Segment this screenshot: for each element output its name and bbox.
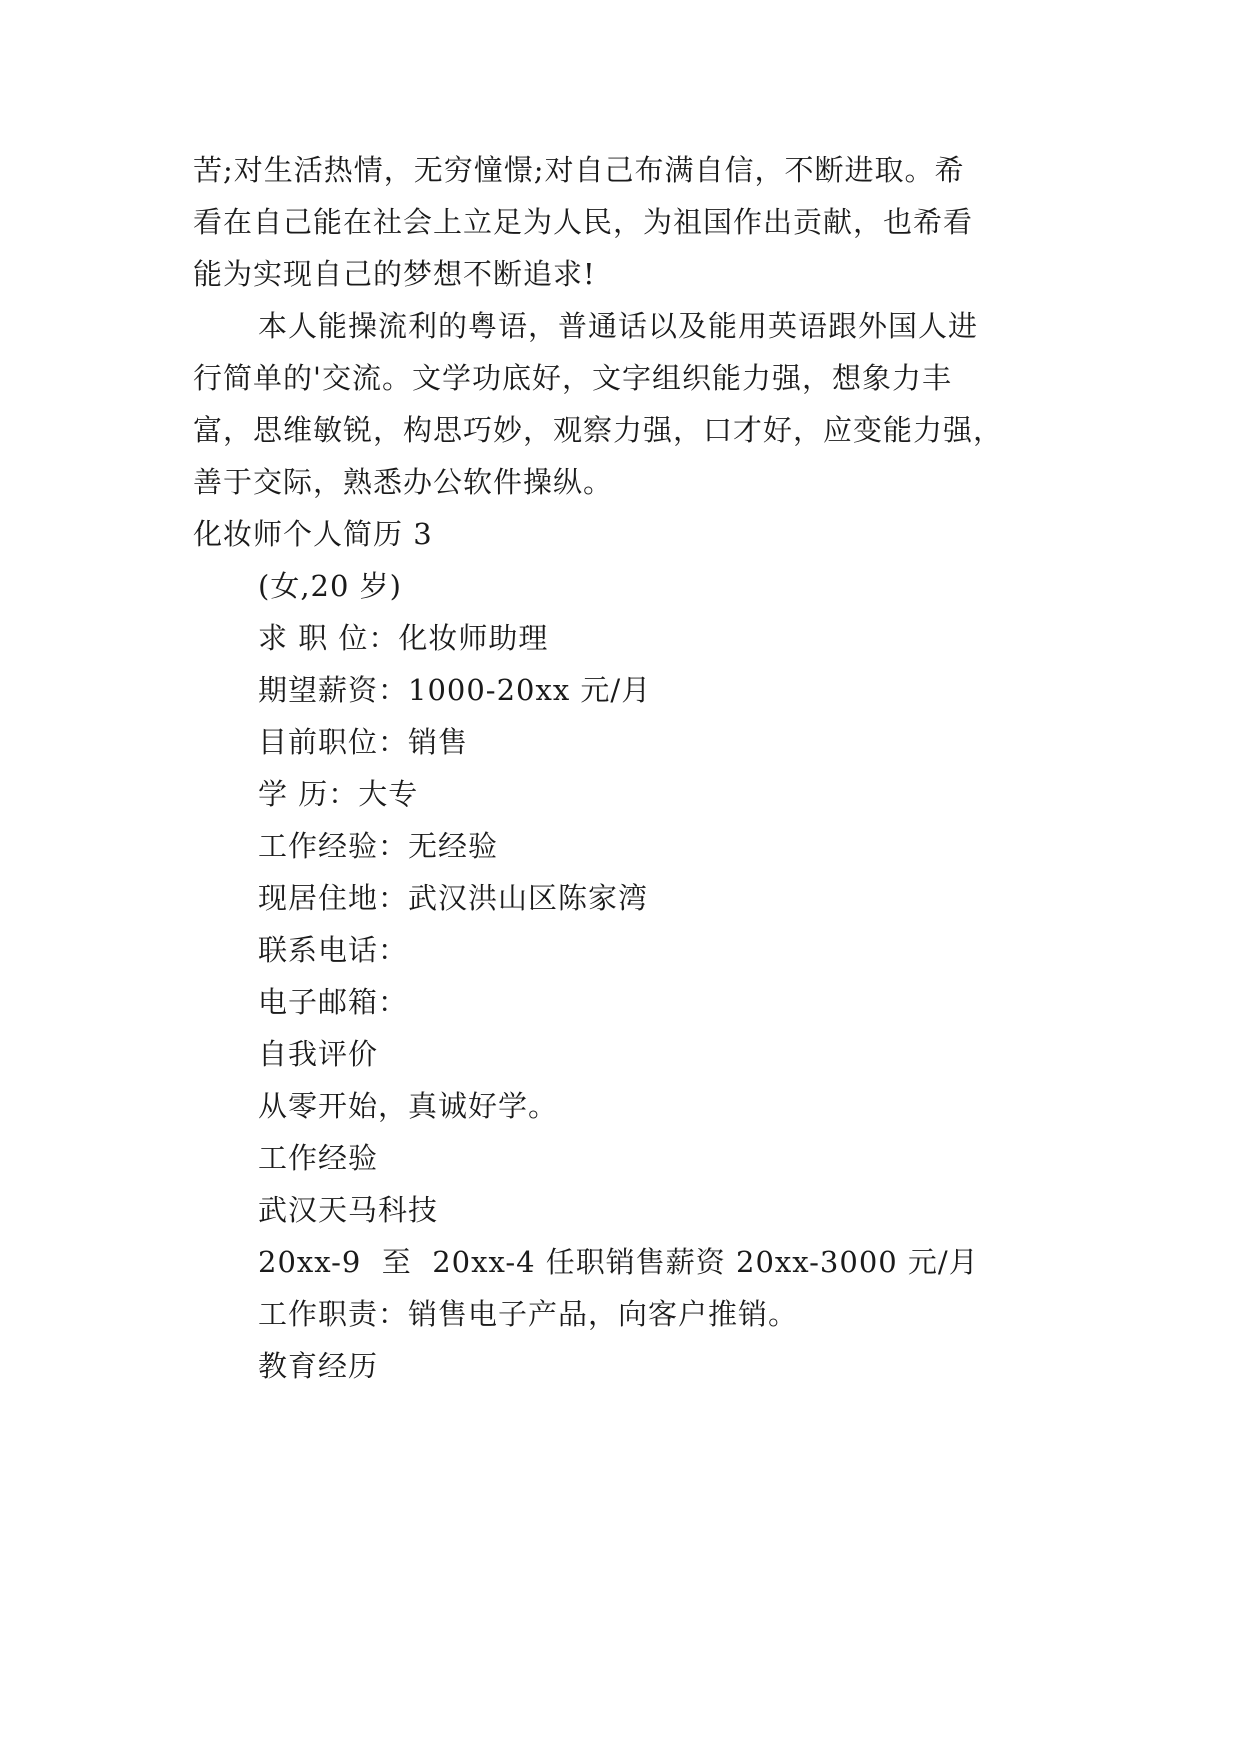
resume-work-experience: 工作经验：无经验 [258,829,499,863]
resume-expected-salary: 期望薪资：1000-20xx 元/月 [258,673,652,707]
heading-work-experience: 工作经验 [258,1141,379,1175]
paragraph-line: 苦;对生活热情，无穷憧憬;对自己布满自信，不断进取。希 [193,153,965,187]
resume-target-position: 求 职 位：化妆师助理 [258,621,549,655]
paragraph-line: 善于交际，熟悉办公软件操纵。 [193,465,614,499]
heading-self-evaluation: 自我评价 [258,1037,379,1071]
self-evaluation-text: 从零开始，真诚好学。 [258,1089,559,1123]
paragraph-line: 看在自己能在社会上立足为人民，为祖国作出贡献，也希看 [193,205,974,239]
resume-current-position: 目前职位：销售 [258,725,469,759]
paragraph-line: 行简单的'交流。文学功底好，文字组织能力强，想象力丰 [193,361,952,395]
heading-education: 教育经历 [258,1349,379,1383]
job-period: 20xx-9 至 20xx-4 任职销售薪资 20xx-3000 元/月 [258,1245,979,1279]
resume-residence: 现居住地：武汉洪山区陈家湾 [258,881,649,915]
paragraph-line: 本人能操流利的粤语，普通话以及能用英语跟外国人进 [258,309,979,343]
resume-education-level: 学 历：大专 [258,777,419,811]
job-duties: 工作职责：销售电子产品，向客户推销。 [258,1297,799,1331]
paragraph-line: 能为实现自己的梦想不断追求! [193,257,596,291]
company-name: 武汉天马科技 [258,1193,439,1227]
resume-email: 电子邮箱： [258,985,409,1019]
resume-phone: 联系电话： [258,933,409,967]
resume-gender-age: (女,20 岁) [258,569,402,603]
paragraph-line: 富，思维敏锐，构思巧妙，观察力强，口才好，应变能力强， [193,413,1004,447]
section-title: 化妆师个人简历 3 [193,517,433,551]
